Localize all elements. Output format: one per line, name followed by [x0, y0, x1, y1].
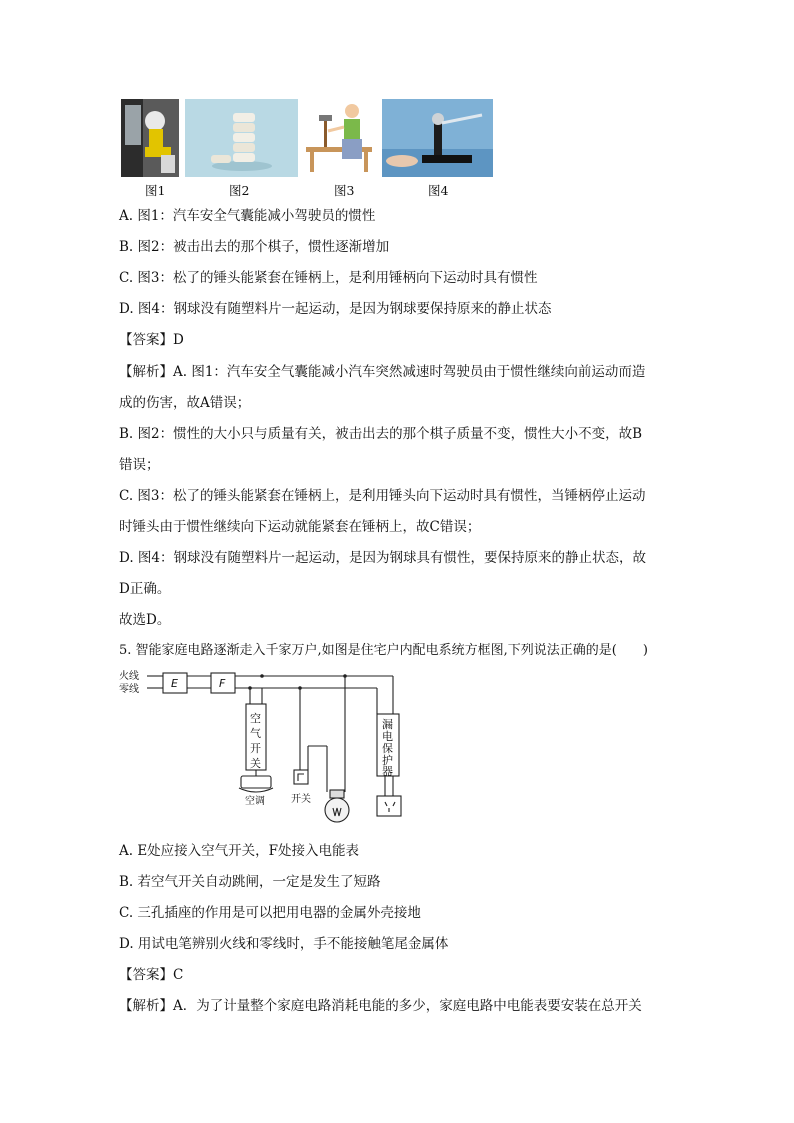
figure-4-caption: 图4: [428, 183, 449, 198]
q4-option-a: A. 图1：汽车安全气囊能减小驾驶员的惯性: [119, 208, 376, 224]
figure-3-image: [302, 99, 376, 177]
q5-answer: 【答案】C: [119, 967, 184, 983]
q4-option-d: D. 图4：钢球没有随塑料片一起运动，是因为钢球要保持原来的静止状态: [119, 301, 552, 317]
leak-protector-char-1: 漏: [382, 718, 393, 731]
q4-analysis-line-5: C. 图3：松了的锤头能紧套在锤柄上，是利用锤头向下运动时具有惯性，当锤柄停止运动: [119, 488, 646, 504]
neutral-wire-label: 零线: [119, 684, 139, 695]
q4-analysis-line-4: 错误；: [119, 457, 160, 473]
q4-analysis-line-6: 时锤头由于惯性继续向下运动就能紧套在锤柄上，故C错误；: [119, 519, 481, 535]
air-conditioner-label: 空调: [245, 796, 265, 807]
q4-option-b: B. 图2：被击出去的那个棋子，惯性逐渐增加: [119, 239, 390, 255]
box-e-label: E: [171, 677, 178, 690]
q5-circuit-diagram: [119, 664, 419, 844]
q4-option-c: C. 图3：松了的锤头能紧套在锤柄上，是利用锤柄向下运动时具有惯性: [119, 270, 538, 286]
q4-analysis-line-8: D正确。: [119, 581, 171, 597]
air-switch-char-1: 空: [250, 712, 261, 725]
air-switch-char-3: 开: [250, 742, 261, 755]
q4-answer: 【答案】D: [119, 332, 184, 348]
q4-analysis-line-1: 【解析】A. 图1：汽车安全气囊能减小汽车突然减速时驾驶员由于惯性继续向前运动而造: [119, 364, 646, 380]
figure-1-caption: 图1: [145, 183, 166, 198]
box-f-label: F: [219, 677, 226, 690]
q4-analysis-line-2: 成的伤害，故A错误；: [119, 395, 251, 411]
q5-option-b: B. 若空气开关自动跳闸，一定是发生了短路: [119, 874, 381, 890]
figure-3-caption: 图3: [334, 183, 355, 198]
figure-2-image: [185, 99, 298, 177]
leak-protector-char-3: 保: [382, 742, 393, 755]
q4-analysis-line-9: 故选D。: [119, 612, 171, 628]
leak-protector-char-5: 器: [382, 765, 393, 778]
air-switch-char-4: 关: [250, 757, 261, 770]
leak-protector-char-4: 护: [382, 754, 393, 767]
switch-label: 开关: [291, 794, 311, 805]
q5-analysis-line-1: 【解析】A．为了计量整个家庭电路消耗电能的多少，家庭电路中电能表要安装在总开关: [119, 998, 642, 1014]
q5-option-d: D. 用试电笔辨别火线和零线时，手不能接触笔尾金属体: [119, 936, 449, 952]
q5-stem: 5. 智能家庭电路逐渐走入千家万户,如图是住宅户内配电系统方框图,下列说法正确的是( ): [119, 643, 648, 658]
q4-analysis-line-3: B. 图2：惯性的大小只与质量有关，被击出去的那个棋子质量不变，惯性大小不变，故B: [119, 426, 643, 442]
leak-protector-char-2: 电: [382, 730, 393, 743]
figure-4-image: [382, 99, 493, 177]
q5-option-c: C. 三孔插座的作用是可以把用电器的金属外壳接地: [119, 905, 421, 921]
q5-option-a: A. E处应接入空气开关，F处接入电能表: [119, 843, 360, 859]
q4-analysis-line-7: D. 图4：钢球没有随塑料片一起运动，是因为钢球具有惯性，要保持原来的静止状态，故: [119, 550, 647, 566]
air-switch-char-2: 气: [250, 727, 261, 740]
figure-2-caption: 图2: [229, 183, 250, 198]
figure-1-image: [121, 99, 179, 177]
live-wire-label: 火线: [119, 671, 139, 682]
